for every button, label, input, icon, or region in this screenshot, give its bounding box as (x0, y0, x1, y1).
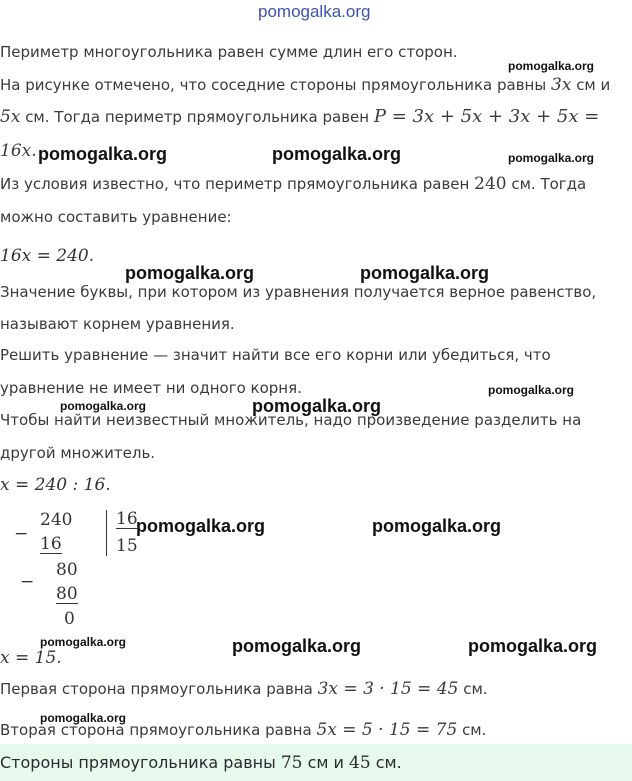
watermark: pomogalka.org (232, 636, 362, 656)
watermark: pomogalka.org (488, 383, 575, 397)
text-line: Чтобы найти неизвестный множитель, надо произведение разделить на (0, 411, 582, 429)
equation: x = 240 : 16. (0, 475, 111, 495)
remainder: 80 (56, 560, 78, 580)
final-remainder: 0 (64, 609, 75, 629)
equation: x = 15. (0, 648, 62, 668)
answer-text: Стороны прямоугольника равны 75 см и 45 см. (0, 753, 402, 773)
watermark: pomogalka.org (468, 636, 598, 656)
text-line: называют корнем уравнения. (0, 315, 235, 333)
text-line: 16x. (0, 141, 37, 161)
equation: 16x = 240. (0, 246, 95, 266)
watermark: pomogalka.org (125, 263, 255, 283)
watermark-top: pomogalka.org (258, 2, 371, 21)
watermark: pomogalka.org (40, 711, 127, 725)
text-line: 5x см. Тогда периметр прямоугольника равен P = 3x + 5x + 3x + 5x = (0, 106, 600, 127)
dividend: 240 (40, 510, 73, 530)
watermark: pomogalka.org (508, 59, 595, 73)
division-bar (106, 510, 107, 556)
watermark: pomogalka.org (252, 396, 382, 416)
watermark: pomogalka.org (60, 399, 147, 413)
text-line: Первая сторона прямоугольника равна 3x = 3 · 15 = 45 см. (0, 679, 488, 699)
minus-sign: − (20, 572, 35, 592)
text-line: Решить уравнение — значит найти все его корни или убедиться, что (0, 346, 551, 364)
minus-sign: − (14, 524, 29, 544)
watermark: pomogalka.org (136, 516, 266, 536)
subtrahend: 80 (56, 584, 78, 604)
text-line: можно составить уравнение: (0, 208, 232, 226)
text-line: другой множитель. (0, 444, 156, 462)
watermark: pomogalka.org (272, 144, 402, 164)
text-line: Из условия известно, что периметр прямоугольника равен 240 см. Тогда (0, 174, 587, 194)
text-line: Вторая сторона прямоугольника равна 5x = 5 · 15 = 75 см. (0, 720, 487, 740)
watermark: pomogalka.org (508, 151, 595, 165)
watermark: pomogalka.org (40, 635, 127, 649)
text-line: Периметр многоугольника равен сумме длин его сторон. (0, 43, 458, 61)
subtrahend: 16 (40, 534, 62, 554)
divisor: 16 (116, 509, 138, 529)
watermark: pomogalka.org (372, 516, 502, 536)
text-line: На рисунке отмечено, что соседние стороны прямоугольника равны 3x см и (0, 75, 611, 95)
watermark: pomogalka.org (360, 263, 490, 283)
quotient: 15 (116, 536, 138, 556)
text-line: Значение буквы, при котором из уравнения получается верное равенство, (0, 283, 597, 301)
watermark: pomogalka.org (38, 144, 168, 164)
text-line: уравнение не имеет ни одного корня. (0, 379, 302, 397)
